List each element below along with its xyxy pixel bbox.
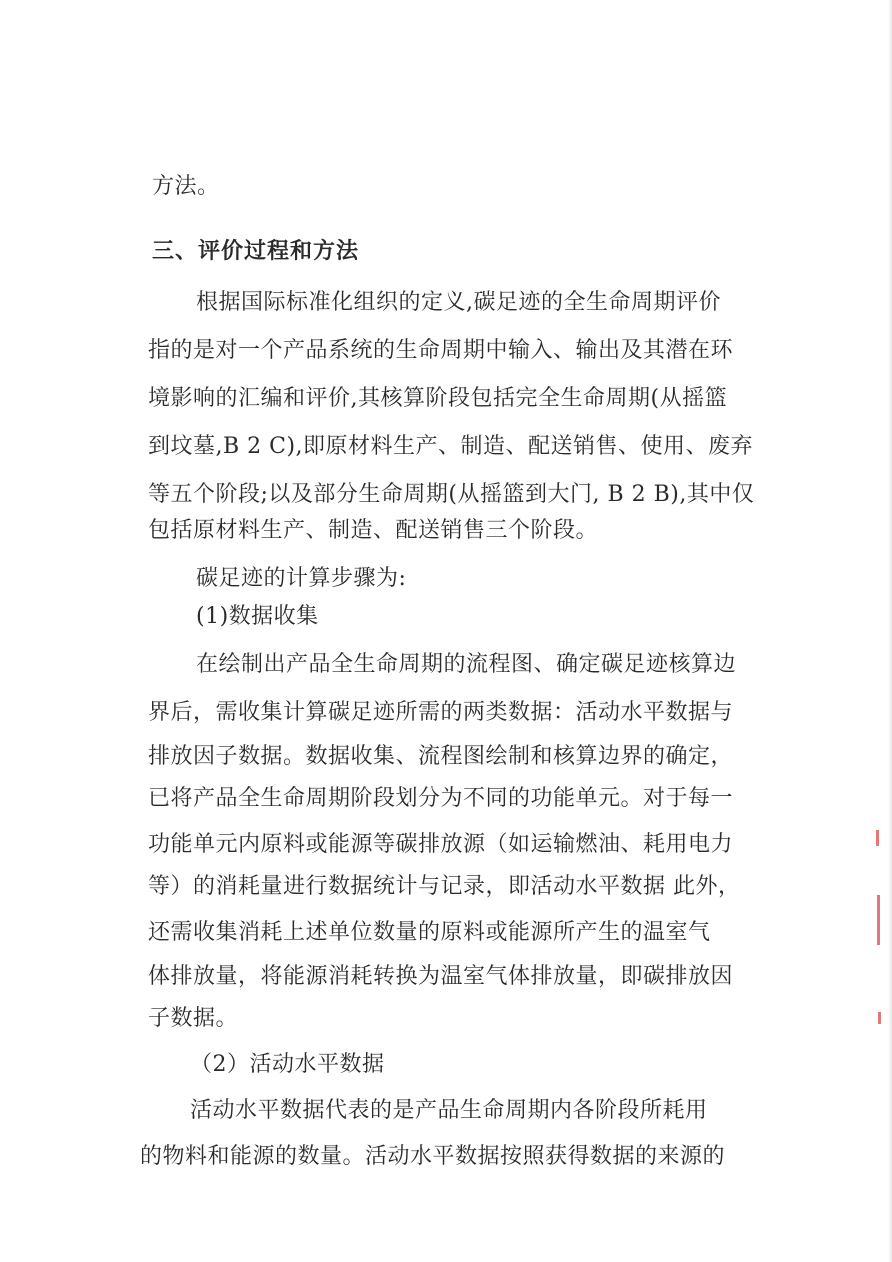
scan-edge-shadow — [888, 0, 892, 1262]
text-line: 境影响的汇编和评价,其核算阶段包括完全生命周期(从摇篮 — [148, 386, 728, 411]
text-line: 界后，需收集计算碳足迹所需的两类数据：活动水平数据与 — [148, 700, 734, 725]
text-line: 包括原材料生产、制造、配送销售三个阶段。 — [148, 518, 599, 543]
text-line: 的物料和能源的数量。活动水平数据按照获得数据的来源的 — [140, 1144, 726, 1169]
text-line: 已将产品全生命周期阶段划分为不同的功能单元。对于每一 — [148, 786, 734, 811]
text-line: 体排放量，将能源消耗转换为温室气体排放量，即碳排放因 — [148, 964, 734, 989]
text-line: 等五个阶段;以及部分生命周期(从摇篮到大门, B 2 B),其中仅 — [148, 482, 755, 507]
text-line: 活动水平数据代表的是产品生命周期内各阶段所耗用 — [190, 1098, 708, 1123]
text-line: 根据国际标准化组织的定义,碳足迹的全生命周期评价 — [196, 290, 721, 315]
text-line: 还需收集消耗上述单位数量的原料或能源所产生的温室气 — [148, 920, 711, 945]
seal-edge-mark — [878, 1012, 881, 1024]
text-line: 功能单元内原料或能源等碳排放源（如运输燃油、耗用电力 — [148, 832, 734, 857]
text-line: 在绘制出产品全生命周期的流程图、确定碳足迹核算边 — [196, 652, 737, 677]
text-line: 方法。 — [152, 174, 220, 199]
text-line: 碳足迹的计算步骤为: — [196, 566, 407, 591]
subheading: (1)数据收集 — [196, 604, 319, 629]
text-line: 指的是对一个产品系统的生命周期中输入、输出及其潜在环 — [148, 338, 734, 363]
section-heading: 三、评价过程和方法 — [152, 238, 360, 264]
text-line: 子数据。 — [148, 1006, 239, 1031]
text-line: 到坟墓,B 2 C),即原材料生产、制造、配送销售、使用、废弃 — [148, 434, 754, 459]
text-line: 等）的消耗量进行数据统计与记录，即活动水平数据 此外， — [148, 874, 741, 899]
subheading: （2）活动水平数据 — [190, 1052, 385, 1077]
seal-edge-mark — [877, 895, 880, 945]
seal-edge-mark — [876, 830, 879, 846]
text-line: 排放因子数据。数据收集、流程图绘制和核算边界的确定， — [148, 744, 734, 769]
